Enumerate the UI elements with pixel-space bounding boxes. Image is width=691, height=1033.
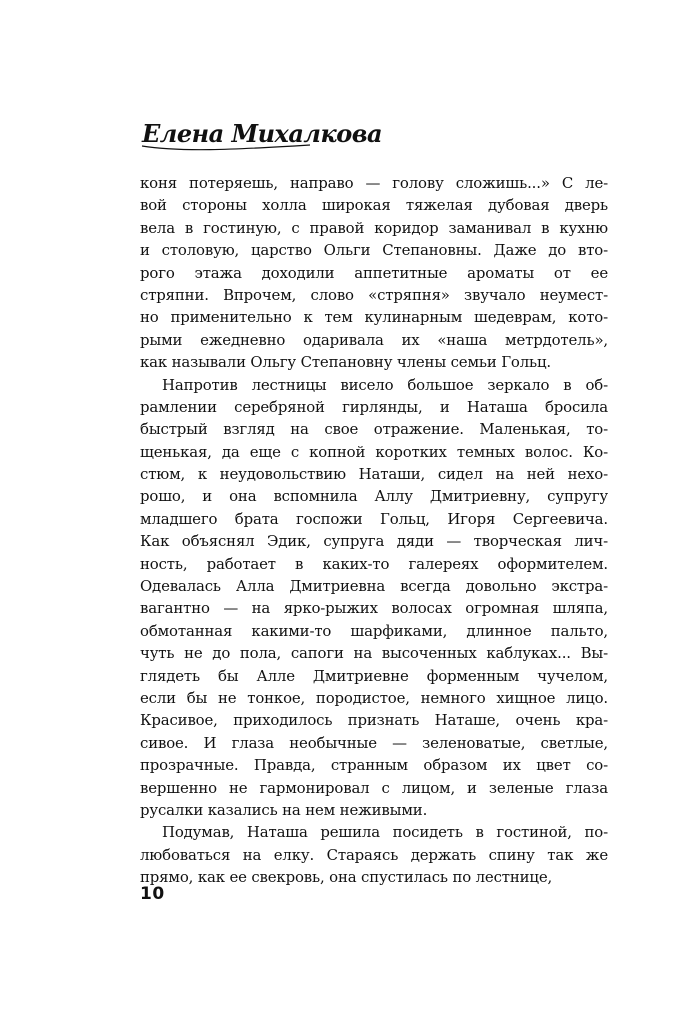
text-line: прямо, как ее свекровь, она спустилась по лестнице, — [140, 868, 553, 887]
text-line: чуть не до пола, сапоги на высоченных каблуках... Вы- — [140, 644, 608, 663]
text-line: Красивое, приходилось признать Наташе, очень кра- — [140, 711, 608, 730]
body-text — [140, 172, 608, 889]
text-line: вагантно — на ярко-рыжих волосах огромная шляпа, — [140, 599, 608, 618]
text-line: вела в гостиную, с правой коридор заманивал в кухню — [140, 218, 608, 237]
text-line: Одевалась Алла Дмитриевна всегда довольно экстра- — [140, 577, 608, 596]
paragraph — [140, 374, 608, 822]
page-number: 10 — [140, 884, 165, 904]
text-line: рыми ежедневно одаривала их «наша метрдотель», — [140, 330, 608, 349]
running-head-author — [140, 112, 540, 156]
text-line: рамлении серебряной гирлянды, и Наташа бросила — [140, 397, 608, 416]
text-line: стюм, к неудовольствию Наташи, сидел на ней нехо- — [140, 465, 608, 484]
text-line: ность, работает в каких-то галереях оформителем. — [140, 554, 608, 573]
text-line: вершенно не гармонировал с лицом, и зеленые глаза — [140, 778, 608, 797]
text-line: рошо, и она вспомнила Аллу Дмитриевну, супругу — [140, 487, 608, 506]
text-line: быстрый взгляд на свое отражение. Маленькая, то- — [140, 420, 608, 439]
text-line: если бы не тонкое, породистое, немного хищное лицо. — [140, 688, 608, 707]
text-line: и столовую, царство Ольги Степановны. Даже до вто- — [140, 241, 608, 260]
text-line: рого этажа доходили аппетитные ароматы от ее — [140, 263, 608, 282]
text-line: младшего брата госпожи Гольц, Игоря Сергеевича. — [140, 509, 608, 528]
author-signature-logo — [140, 112, 540, 156]
text-line: сивое. И глаза необычные — зеленоватые, светлые, — [140, 733, 608, 752]
text-line: Как объяснял Эдик, супруга дяди — творческая лич- — [140, 532, 608, 551]
text-line: Подумав, Наташа решила посидеть в гостиной, по- — [162, 823, 608, 842]
author-signature-text: Елена Михалкова — [142, 119, 383, 148]
text-line: коня потеряешь, направо — голову сложишь...» С ле- — [140, 174, 608, 192]
text-line: стряпни. Впрочем, слово «стряпня» звучало неумест- — [140, 285, 608, 304]
text-line: щенькая, да еще с копной коротких темных волос. Ко- — [140, 442, 608, 461]
text-line: любоваться на елку. Стараясь держать спину так же — [140, 845, 608, 864]
text-line: вой стороны холла широкая тяжелая дубовая дверь — [140, 196, 608, 215]
text-line: глядеть бы Алле Дмитриевне форменным чучелом, — [140, 666, 608, 685]
paragraph — [140, 172, 608, 374]
text-line: Напротив лестницы висело большое зеркало в об- — [162, 375, 608, 394]
paragraph — [140, 821, 608, 888]
text-line: как называли Ольгу Степановну члены семьи Гольц. — [140, 353, 552, 372]
text-line: русалки казались на нем неживыми. — [140, 800, 428, 819]
text-line: обмотанная какими-то шарфиками, длинное пальто, — [140, 621, 608, 640]
text-line: но применительно к тем кулинарным шедеврам, кото- — [140, 308, 608, 327]
text-line: прозрачные. Правда, странным образом их цвет со- — [140, 756, 608, 775]
